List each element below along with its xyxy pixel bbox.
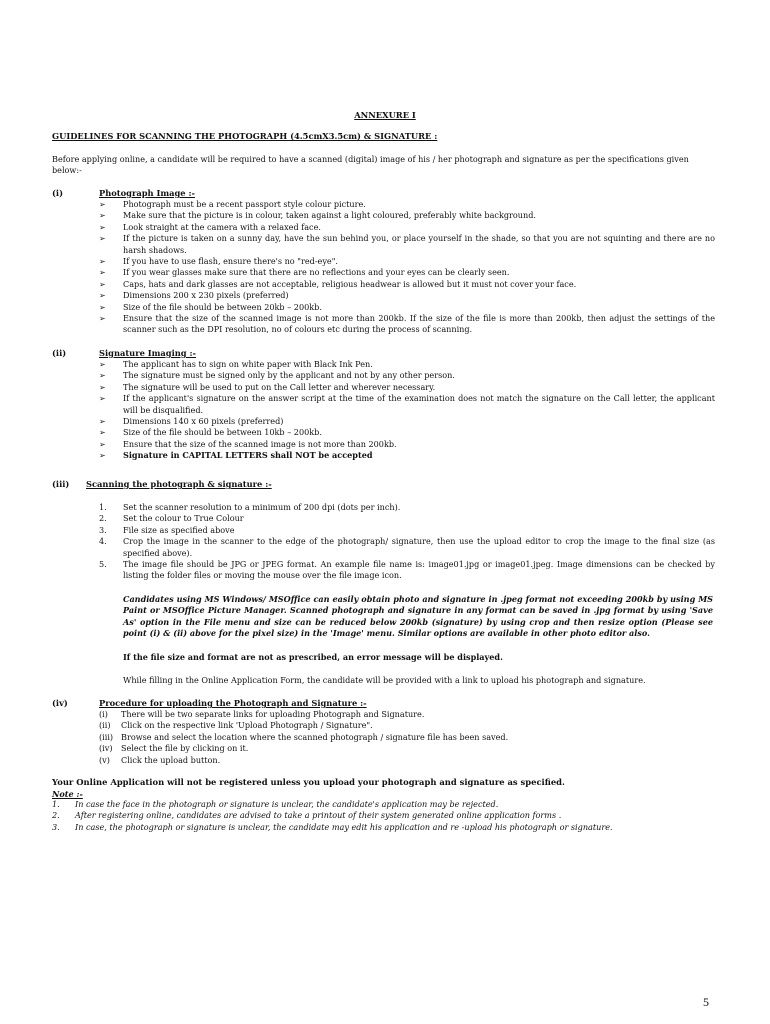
list-item: (ii) Click on the respective link 'Upload Photograph / Signature".	[99, 720, 373, 731]
section-3-number: (iii)	[52, 479, 70, 489]
list-item: ➢ Ensure that the size of the scanned image is not more than 200kb.	[99, 438, 397, 449]
list-item: ➢ Signature in CAPITAL LETTERS shall NOT be accepted	[99, 450, 373, 461]
list-item: ➢ Size of the file should be between 20kb – 200kb.	[99, 301, 322, 312]
list-item: (iv) Select the file by clicking on it.	[99, 743, 249, 754]
list-item: ➢ If the applicant's signature on the answer script at the time of the examination does not match the signature on the Call letter, the applicant will be disqualified.	[99, 393, 715, 415]
list-item: ➢ If you wear glasses make sure that there are no reflections and your eyes can be clearly seen.	[99, 267, 510, 278]
section-2-number: (ii)	[52, 348, 67, 358]
section-1-number: (i)	[52, 188, 64, 198]
list-item: ➢ If you have to use flash, ensure there's no "red-eye".	[99, 256, 339, 267]
list-item: (v) Click the upload button.	[99, 754, 221, 765]
upload-link-note: While filling in the Online Application Form, the candidate will be provided with a link to upload his photograph and signature.	[123, 675, 646, 685]
list-item: 1. Set the scanner resolution to a minimum of 200 dpi (dots per inch).	[99, 502, 401, 512]
guidelines-title: GUIDELINES FOR SCANNING THE PHOTOGRAPH (4.5cmX3.5cm) & SIGNATURE :	[52, 131, 438, 141]
note-label: Note :-	[52, 789, 83, 799]
arrow-bullet-icon: ➢	[99, 371, 106, 381]
arrow-bullet-icon: ➢	[99, 428, 106, 438]
list-item: ➢ Caps, hats and dark glasses are not acceptable, religious headwear is allowed but it must not cover your face.	[99, 278, 577, 289]
arrow-bullet-icon: ➢	[99, 439, 106, 449]
section-4-title: Procedure for uploading the Photograph and Signature :-	[99, 698, 367, 708]
list-item: ➢ Ensure that the size of the scanned image is not more than 200kb. If the size of the file is more than 200kb, then adjust the settings of the scanner such as the DPI resolution, no of colours etc during the process of scanning.	[99, 313, 715, 335]
list-item: ➢ The applicant has to sign on white paper with Black Ink Pen.	[99, 359, 373, 369]
list-item: ➢ Size of the file should be between 10kb – 200kb.	[99, 427, 322, 438]
section-4-number: (iv)	[52, 698, 68, 708]
list-item: ➢ Photograph must be a recent passport style colour picture.	[99, 199, 366, 209]
intro-paragraph: Before applying online, a candidate will be required to have a scanned (digital) image of his / her photograph and signature as per the specifications given below:-	[52, 154, 689, 176]
list-item: ➢ Look straight at the camera with a relaxed face.	[99, 221, 321, 232]
list-item: ➢ Dimensions 200 x 230 pixels (preferred)	[99, 290, 289, 301]
list-item: ➢ Make sure that the picture is in colour, taken against a light coloured, preferably white background.	[99, 210, 536, 221]
arrow-bullet-icon: ➢	[99, 417, 106, 427]
arrow-bullet-icon: ➢	[99, 302, 106, 312]
upload-procedure-list	[99, 709, 508, 766]
list-item: ➢ The signature must be signed only by the applicant and not by any other person.	[99, 370, 455, 381]
arrow-bullet-icon: ➢	[99, 257, 106, 267]
scanning-steps-list	[99, 502, 715, 582]
notes-list	[52, 799, 613, 833]
section-2-title: Signature Imaging :-	[99, 348, 196, 358]
arrow-bullet-icon: ➢	[99, 360, 106, 369]
online-application-warning: Your Online Application will not be registered unless you upload your photograph and signature as specified.	[52, 777, 565, 787]
arrow-bullet-icon: ➢	[99, 291, 106, 301]
annexure-heading: ANNEXURE I	[354, 110, 416, 120]
list-item: 2. Set the colour to True Colour	[99, 513, 244, 524]
arrow-bullet-icon: ➢	[99, 268, 106, 278]
list-item: 5. The image file should be JPG or JPEG format. An example file name is: image01.jpg or image01.jpeg. Image dimensions can be checked by listing the folder files or moving the mouse over the file image icon.	[99, 559, 715, 581]
list-item: (i) There will be two separate links for uploading Photograph and Signature.	[99, 709, 425, 719]
list-item: ➢ If the picture is taken on a sunny day, have the sun behind you, or place yourself in the shade, so that you are not squinting and there are no harsh shadows.	[99, 233, 715, 255]
list-item: ➢ The signature will be used to put on the Call letter and wherever necessary.	[99, 381, 436, 392]
photograph-requirements-list	[99, 199, 715, 336]
section-1-title: Photograph Image :-	[99, 188, 195, 198]
list-item: (iii) Browse and select the location where the scanned photograph / signature file has been saved.	[99, 731, 509, 742]
arrow-bullet-icon: ➢	[99, 394, 106, 404]
candidates-msoffice-note: Candidates using MS Windows/ MSOffice can easily obtain photo and signature in .jpeg format not exceeding 200kb by using MS Paint or MSOffice Picture Manager. Scanned photograph and signature in any format can be saved in .jpg format by using 'Save As' option in the File menu and size can be reduced below 200kb (signature) by using crop and then resize option (Please see point (i) & (ii) above for the pixel size) in the 'Image' menu. Similar options are available in other photo editor also.	[123, 594, 713, 639]
page-number: 5	[703, 995, 709, 1009]
signature-requirements-list	[99, 359, 715, 462]
arrow-bullet-icon: ➢	[99, 234, 106, 244]
list-item: ➢ Dimensions 140 x 60 pixels (preferred)	[99, 416, 284, 427]
list-item: 2. After registering online, candidates are advised to take a printout of their system generated online application forms .	[52, 810, 562, 821]
error-message-note: If the file size and format are not as prescribed, an error message will be displayed.	[123, 652, 503, 662]
list-item: 1. In case the face in the photograph or signature is unclear, the candidate's application may be rejected.	[52, 799, 499, 809]
list-item: 3. File size as specified above	[99, 524, 235, 535]
list-item: 3. In case, the photograph or signature is unclear, the candidate may edit his application and re -upload his photograph or signature.	[52, 821, 613, 832]
list-item: 4. Crop the image in the scanner to the edge of the photograph/ signature, then use the upload editor to crop the image to the final size (as specified above).	[99, 536, 715, 558]
section-3-title: Scanning the photograph & signature :-	[86, 479, 272, 489]
arrow-bullet-icon: ➢	[99, 314, 106, 324]
arrow-bullet-icon: ➢	[99, 279, 106, 289]
arrow-bullet-icon: ➢	[99, 211, 106, 221]
arrow-bullet-icon: ➢	[99, 222, 106, 232]
arrow-bullet-icon: ➢	[99, 382, 106, 392]
arrow-bullet-icon: ➢	[99, 451, 106, 461]
arrow-bullet-icon: ➢	[99, 200, 106, 209]
